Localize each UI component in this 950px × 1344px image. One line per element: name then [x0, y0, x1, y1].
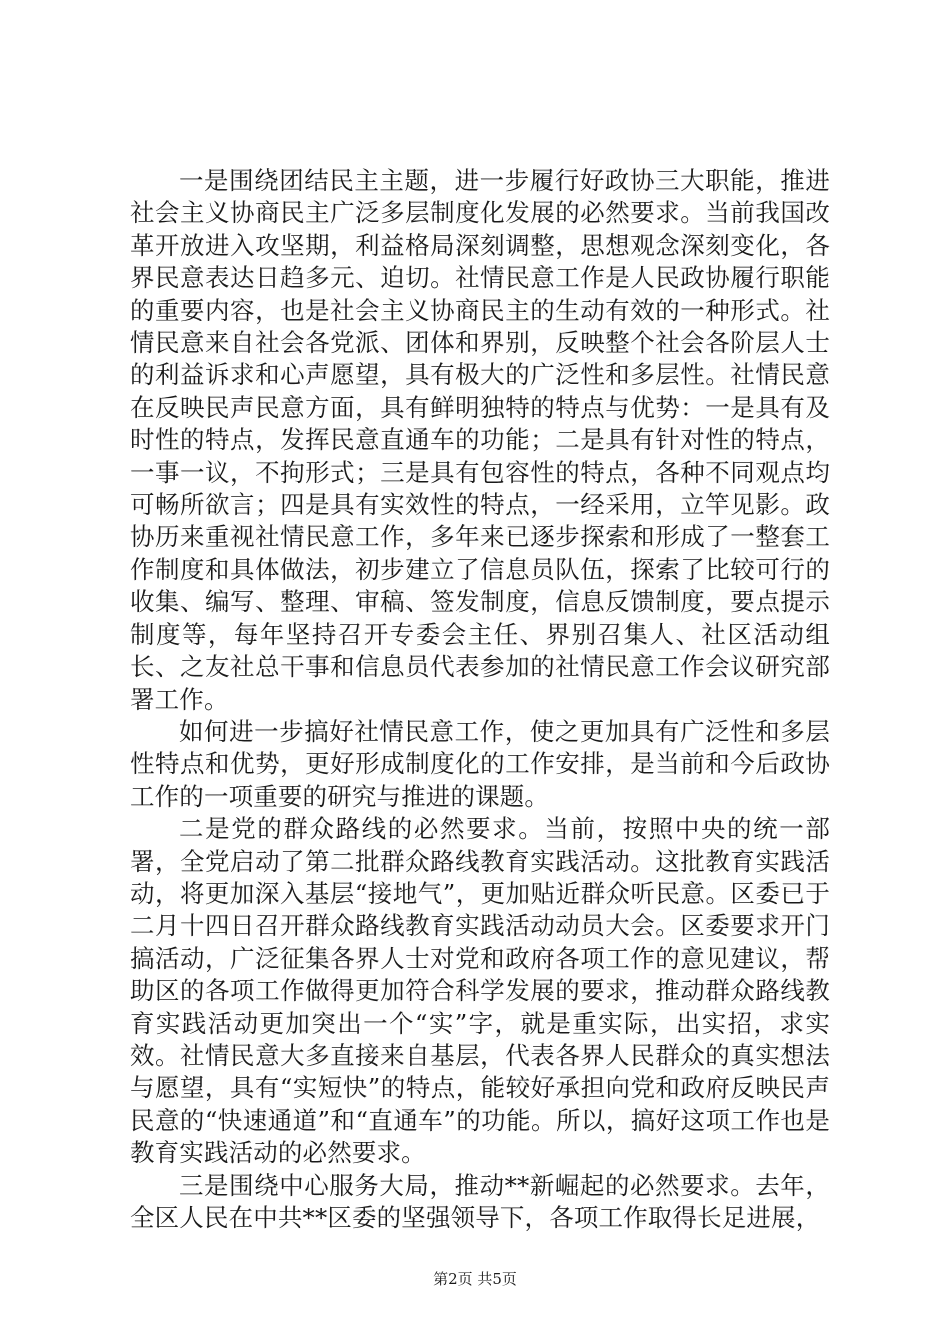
- paragraph-3: 二是党的群众路线的必然要求。当前，按照中央的统一部署，全党启动了第二批群众路线教育实践活动。这批教育实践活动，将更加深入基层“接地气”，更加贴近群众听民意。区委已于二月十四日召开群众路线教育实践活动动员大会。区委要求开门搞活动，广泛征集各界人士对党和政府各项工作的意见建议，帮助区的各项工作做得更加符合科学发展的要求，推动群众路线教育实践活动更加突出一个“实”字，就是重实际，出实招，求实效。社情民意大多直接来自基层，代表各界人民群众的真实想法与愿望，具有“实短快”的特点，能较好承担向党和政府反映民声民意的“快速通道”和“直通车”的功能。所以，搞好这项工作也是教育实践活动的必然要求。: [130, 814, 830, 1168]
- document-body: [130, 165, 830, 1234]
- paragraph-2: 如何进一步搞好社情民意工作，使之更加具有广泛性和多层性特点和优势，更好形成制度化的工作安排，是当前和今后政协工作的一项重要的研究与推进的课题。: [130, 716, 830, 811]
- page-footer: 第2页 共5页: [433, 1270, 517, 1288]
- paragraph-4: 三是围绕中心服务大局，推动**新崛起的必然要求。去年，全区人民在中共**区委的坚强领导下，各项工作取得长足进展，: [130, 1170, 830, 1232]
- paragraph-1: 一是围绕团结民主主题，进一步履行好政协三大职能，推进社会主义协商民主广泛多层制度化发展的必然要求。当前我国改革开放进入攻坚期，利益格局深刻调整，思想观念深刻变化，各界民意表达日趋多元、迫切。社情民意工作是人民政协履行职能的重要内容，也是社会主义协商民主的生动有效的一种形式。社情民意来自社会各党派、团体和界别，反映整个社会各阶层人士的利益诉求和心声愿望，具有极大的广泛性和多层性。社情民意在反映民声民意方面，具有鲜明独特的特点与优势：一是具有及时性的特点，发挥民意直通车的功能；二是具有针对性的特点，一事一议，不拘形式；三是具有包容性的特点，各种不同观点均可畅所欲言；四是具有实效性的特点，一经采用，立竿见影。政协历来重视社情民意工作，多年来已逐步探索和形成了一整套工作制度和具体做法，初步建立了信息员队伍，探索了比较可行的收集、编写、整理、审稿、签发制度，信息反馈制度，要点提示制度等，每年坚持召开专委会主任、界别召集人、社区活动组长、之友社总干事和信息员代表参加的社情民意工作会议研究部署工作。: [130, 166, 830, 714]
